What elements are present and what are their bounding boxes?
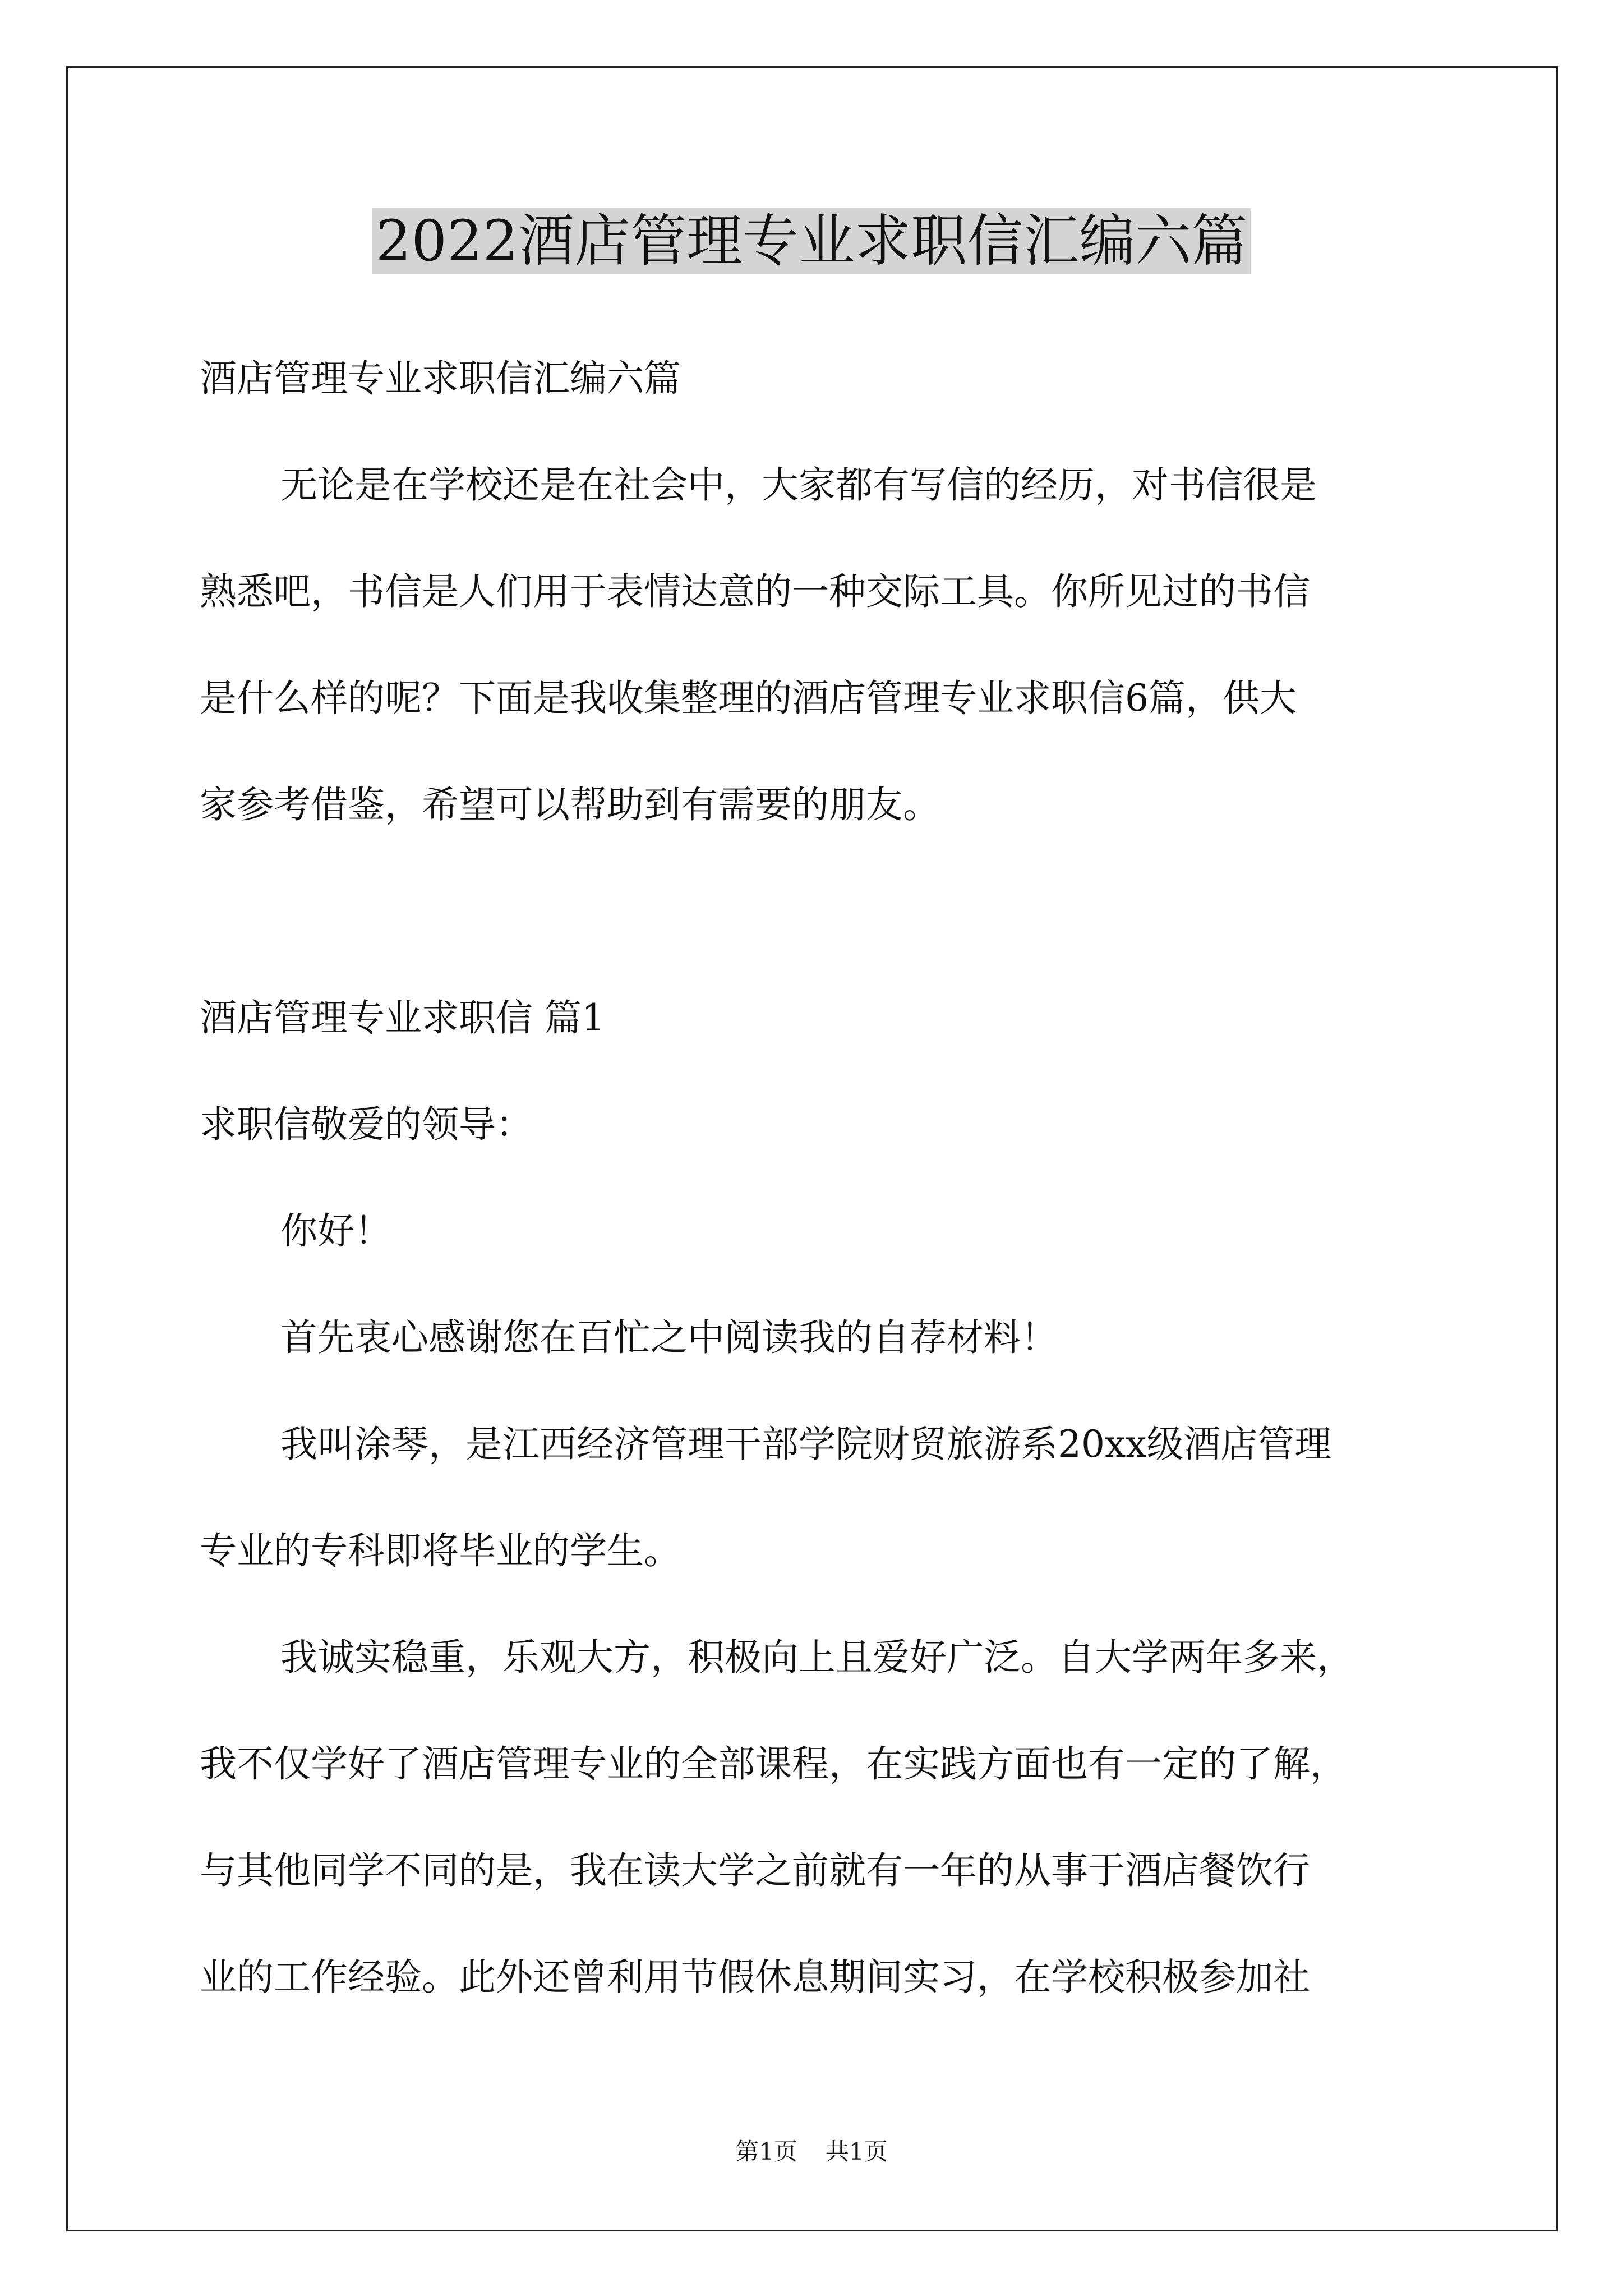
intro-line-1: 无论是在学校还是在社会中，大家都有写信的经历，对书信很是 <box>280 463 1317 507</box>
page-number: 第1页 <box>735 2138 797 2165</box>
intro-line-4: 家参考借鉴，希望可以帮助到有需要的朋友。 <box>200 783 940 826</box>
section-heading: 酒店管理专业求职信 篇1 <box>200 996 605 1039</box>
paragraph-3-line-4: 业的工作经验。此外还曾利用节假休息期间实习，在学校积极参加社 <box>200 1955 1310 1999</box>
page-total: 共1页 <box>826 2138 888 2165</box>
document-title-text: 2022酒店管理专业求职信汇编六篇 <box>372 208 1251 274</box>
document-title <box>0 202 1623 280</box>
document-subtitle: 酒店管理专业求职信汇编六篇 <box>200 357 681 400</box>
page-footer <box>0 2135 1623 2169</box>
paragraph-1: 首先衷心感谢您在百忙之中阅读我的自荐材料！ <box>280 1316 1058 1359</box>
paragraph-2-line-2: 专业的专科即将毕业的学生。 <box>200 1529 681 1572</box>
intro-line-2: 熟悉吧，书信是人们用于表情达意的一种交际工具。你所见过的书信 <box>200 570 1310 613</box>
greeting: 你好！ <box>280 1209 391 1253</box>
paragraph-3-line-2: 我不仅学好了酒店管理专业的全部课程，在实践方面也有一定的了解， <box>200 1742 1347 1786</box>
salutation: 求职信敬爱的领导： <box>200 1103 533 1146</box>
paragraph-3-line-1: 我诚实稳重，乐观大方，积极向上且爱好广泛。自大学两年多来， <box>280 1636 1354 1679</box>
intro-line-3: 是什么样的呢？下面是我收集整理的酒店管理专业求职信6篇，供大 <box>200 677 1297 720</box>
paragraph-3-line-3: 与其他同学不同的是，我在读大学之前就有一年的从事于酒店餐饮行 <box>200 1849 1310 1892</box>
paragraph-2-line-1: 我叫涂琴，是江西经济管理干部学院财贸旅游系20xx级酒店管理 <box>280 1423 1332 1466</box>
